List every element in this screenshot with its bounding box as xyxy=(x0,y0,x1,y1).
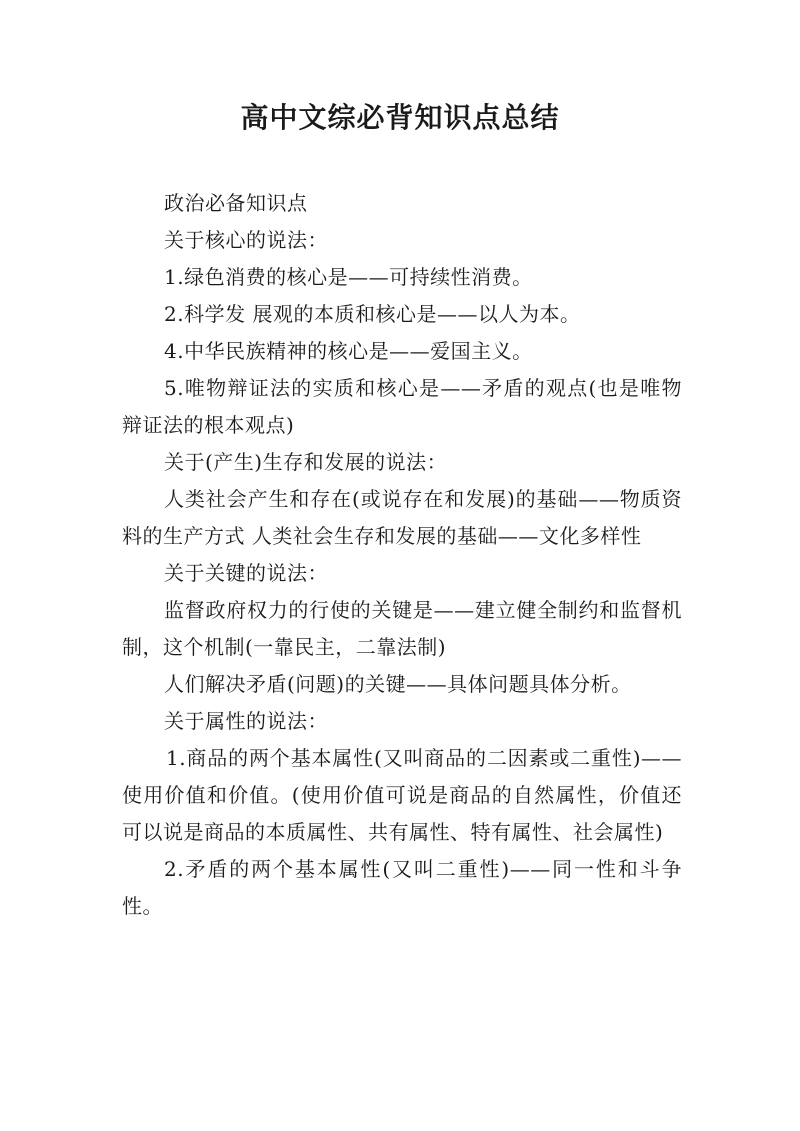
list-item: 2.矛盾的两个基本属性(又叫二重性)——同一性和斗争性。 xyxy=(122,857,682,918)
document-body xyxy=(122,185,682,925)
section-heading-politics: 政治必备知识点 xyxy=(164,191,308,215)
list-item: 4.中华民族精神的核心是——爱国主义。 xyxy=(164,339,533,363)
list-item: 1.绿色消费的核心是——可持续性消费。 xyxy=(164,265,533,289)
paragraph: 人类社会产生和存在(或说存在和发展)的基础——物质资料的生产方式 人类社会生存和发展的基础——文化多样性 xyxy=(122,487,682,548)
subheading-core: 关于核心的说法： xyxy=(164,228,328,252)
paragraph: 监督政府权力的行使的关键是——建立健全制约和监督机制，这个机制(一靠民主，二靠法制) xyxy=(122,598,682,659)
subheading-key: 关于关键的说法： xyxy=(164,561,328,585)
subheading-existence-development: 关于(产生)生存和发展的说法： xyxy=(164,450,448,474)
list-item: 1.商品的两个基本属性(又叫商品的二因素或二重性)——使用价值和价值。(使用价值可说是商品的自然属性，价值还可以说是商品的本质属性、共有属性、特有属性、社会属性) xyxy=(122,746,682,844)
subheading-attributes: 关于属性的说法： xyxy=(164,709,328,733)
paragraph: 人们解决矛盾(问题)的关键——具体问题具体分析。 xyxy=(164,672,632,696)
list-item: 2.科学发 展观的本质和核心是——以人为本。 xyxy=(164,302,581,326)
list-item: 5.唯物辩证法的实质和核心是——矛盾的观点(也是唯物辩证法的根本观点) xyxy=(122,376,682,437)
document-title: 高中文综必背知识点总结 xyxy=(240,101,560,134)
